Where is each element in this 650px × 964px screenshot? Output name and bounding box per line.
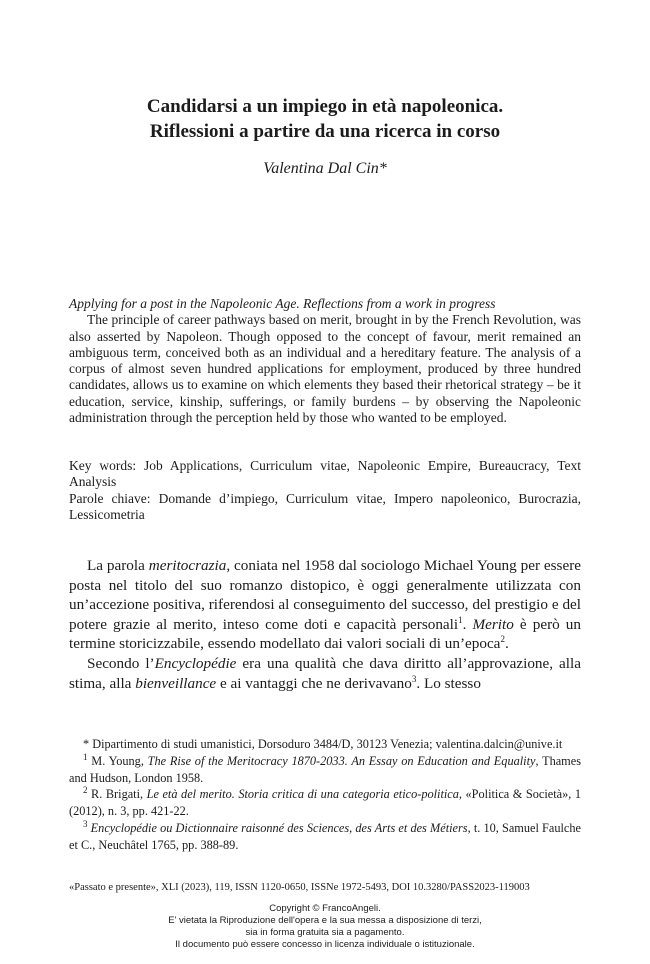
title-line-2: Riflessioni a partire da una ricerca in corso xyxy=(149,121,501,142)
text-run: , «Politica & Società», 1 (2012), n. 3, pp. 421-22. xyxy=(69,787,581,819)
text-run: M. Young, xyxy=(87,753,148,768)
text-run: . xyxy=(462,615,473,633)
copyright-line-1: Copyright © FrancoAngeli. xyxy=(269,903,381,914)
copyright-line-3: sia in forma gratuita sia a pagamento. xyxy=(245,927,405,938)
text-run: Secondo l’ xyxy=(87,654,155,672)
body-paragraph-2 xyxy=(69,654,581,693)
abstract-title: Applying for a post in the Napoleonic Age. Reflections from a work in progress xyxy=(69,296,496,311)
article-title xyxy=(0,94,650,144)
footnote-ref-3[interactable]: 3 xyxy=(411,673,417,684)
italic-term: meritocrazia xyxy=(148,557,227,574)
footnote-ref-1[interactable]: 1 xyxy=(458,614,463,625)
body-paragraph-1 xyxy=(69,556,581,654)
text-run: , coniata nel 1958 dal sociologo Michael Young per essere posta nel titolo del suo romanzo distopico, è oggi generalmente utilizzata con un’accezione positiva, riferendosi al conseguimento del successo, del prestigio e del potere grazie al merito, inteso come doti e capacità personali xyxy=(69,557,581,633)
author-name: Valentina Dal Cin* xyxy=(263,160,387,177)
italic-term: bienveillance xyxy=(135,674,217,692)
keywords-italian: Parole chiave: Domande d’impiego, Curriculum vitae, Impero napoleonico, Burocrazia, Lessicometria xyxy=(69,490,581,522)
text-run: , Thames and Hudson, London 1958. xyxy=(69,753,581,785)
footnote-number: 1 xyxy=(83,751,88,762)
text-run: , t. 10, Samuel Faulche et C., Neuchâtel 1765, pp. 388-89. xyxy=(69,820,581,852)
cited-title: Le età del merito. Storia critica di una categoria etico-politica xyxy=(146,787,459,802)
footnote-number: 3 xyxy=(83,818,88,829)
text-run: e ai vantaggi che ne derivavano xyxy=(216,674,412,692)
text-run: La parola xyxy=(87,557,149,574)
keywords xyxy=(69,458,581,523)
footnotes xyxy=(69,736,581,854)
journal-reference: «Passato e presente», XLI (2023), 119, ISSN 1120-0650, ISSNe 1972-5493, DOI 10.3280/PASS2023-119003 xyxy=(69,882,530,893)
abstract-body: The principle of career pathways based on merit, brought in by the French Revolution, was also asserted by Napoleon. Though opposed to the concept of favour, merit remained an ambiguous term, conceived both as an individual and a hereditary feature. The analysis of a corpus of almost seven hundred applications for employment, produced by three hundred candidates, allows us to examine on which elements they based their rhetorical strategy – be it education, service, kinship, sufferings, or family burdens – by observing the Napoleonic administration through the perception held by those who wanted to be employed. xyxy=(69,312,581,426)
text-run: era una qualità che dava diritto all’approvazione, alla stima, alla xyxy=(69,654,581,692)
abstract xyxy=(69,296,581,426)
copyright-line-2: E' vietata la Riproduzione dell'opera e la sua messa a disposizione di terzi, xyxy=(168,915,482,926)
copyright-notice xyxy=(0,903,650,951)
cited-title: The Rise of the Meritocracy 1870-2033. An Essay on Education and Equality xyxy=(147,753,536,768)
footnote-ref-2[interactable]: 2 xyxy=(500,634,505,645)
footnote-1 xyxy=(69,753,581,787)
body-text xyxy=(69,556,581,693)
text-run: . Lo stesso xyxy=(416,674,481,692)
footnote-number: 2 xyxy=(83,785,88,796)
copyright-line-4: Il documento può essere concesso in licenza individuale o istituzionale. xyxy=(175,939,475,950)
footnote-2 xyxy=(69,786,581,820)
footnote-3 xyxy=(69,820,581,854)
text-run: R. Brigati, xyxy=(87,787,147,802)
text-run: è però un termine storicizzabile, essendo modellato dai valori sociali di un’epoca xyxy=(69,615,581,653)
text-run: . xyxy=(504,635,509,653)
italic-term: Encyclopédie xyxy=(154,654,237,672)
title-line-1: Candidarsi a un impiego in età napoleonica. xyxy=(146,96,504,117)
keywords-english: Key words: Job Applications, Curriculum vitae, Napoleonic Empire, Bureaucracy, Text Analysis xyxy=(69,458,581,490)
cited-title: Encyclopédie ou Dictionnaire raisonné des Sciences, des Arts et des Métiers xyxy=(90,820,468,835)
footnote-author-affiliation: * Dipartimento di studi umanistici, Dorsoduro 3484/D, 30123 Venezia; valentina.dalcin@unive.it xyxy=(83,737,563,751)
italic-term: Merito xyxy=(472,615,514,633)
